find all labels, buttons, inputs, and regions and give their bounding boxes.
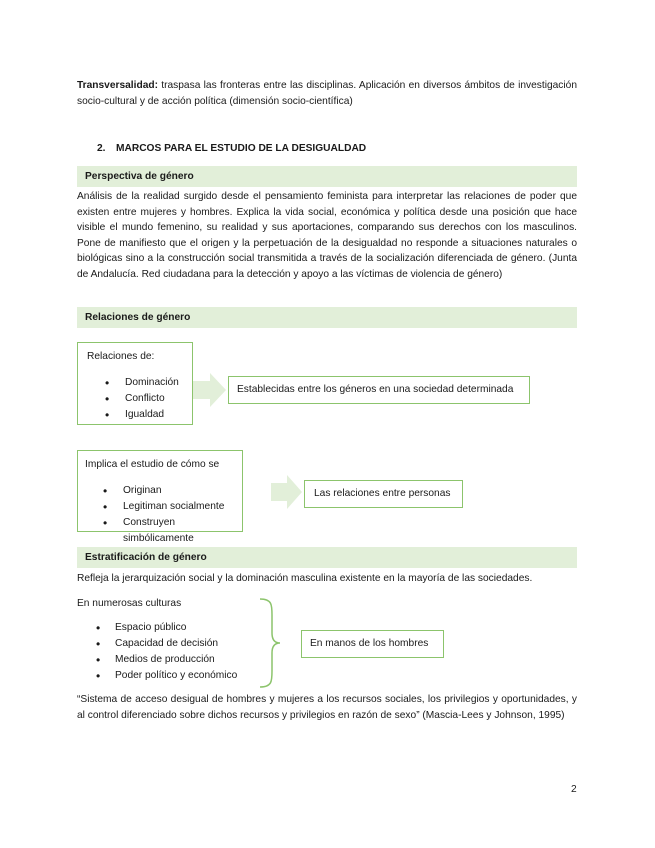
implica-estudio-list	[85, 483, 242, 544]
relaciones-de-title: Relaciones de:	[87, 351, 155, 362]
arrow-right-icon	[193, 373, 227, 407]
transversalidad-term: Transversalidad:	[77, 80, 158, 91]
arrow-right-icon	[271, 475, 303, 509]
estratificacion-text: Refleja la jerarquización social y la dominación masculina existente en la mayoría de las sociedades.	[77, 573, 533, 584]
list-item: • Dominación	[87, 375, 192, 391]
list-item: • Originan	[85, 483, 242, 499]
right-brace-icon	[258, 597, 282, 689]
estratificacion-list	[77, 620, 267, 684]
transversalidad-text: traspasa las fronteras entre las disciplinas. Aplicación en diversos ámbitos de investigación socio-cultural y de acción política (dimensión socio-científica)	[77, 80, 577, 107]
relaciones-de-box	[77, 342, 193, 425]
implica-estudio-box	[77, 450, 243, 544]
list-item: • Poder político y económico	[77, 668, 267, 684]
cultures-label: En numerosas culturas	[77, 598, 182, 609]
page-number: 2	[571, 784, 577, 795]
relaciones-de-list	[87, 375, 192, 423]
list-item: • Capacidad de decisión	[77, 636, 267, 652]
section-title: MARCOS PARA EL ESTUDIO DE LA DESIGUALDAD	[116, 143, 367, 154]
quote-paragraph: “Sistema de acceso desigual de hombres y mujeres a los recursos sociales, los privilegios y oportunidades, y al control diferenciado sobre dichos recursos y privilegios en razón de sexo” (Mascia-Lees y Johnson, 1995)	[77, 694, 577, 721]
section-number: 2.	[97, 143, 106, 154]
list-item: • Construyen simbólicamente	[85, 515, 242, 531]
perspectiva-text: Análisis de la realidad surgido desde el pensamiento feminista para interpretar las relaciones de poder que existen entre mujeres y hombres. Explica la vida social, económica y política desde una posición que hace visible el mundo femenino, su realidad y sus aportaciones, comparando sus derechos con los masculinos. Pone de manifiesto que el origen y la perpetuación de la desigualdad no responde a situaciones naturales o biológicas sino a la construcción social transmitida a través de la socialización diferenciada de género. (Junta de Andalucía. Red ciudadana para la detección y apoyo a las víctimas de violencia de género)	[77, 191, 577, 280]
list-item: • Medios de producción	[77, 652, 267, 668]
transversalidad-paragraph	[77, 78, 577, 109]
list-item: • Conflicto	[87, 391, 192, 407]
relaciones-result-box: Establecidas entre los géneros en una sociedad determinada	[228, 376, 530, 404]
relaciones-personas-box: Las relaciones entre personas	[304, 480, 463, 508]
en-manos-box: En manos de los hombres	[301, 630, 444, 658]
estratificacion-heading: Estratificación de género	[77, 547, 577, 568]
perspectiva-heading: Perspectiva de género	[77, 166, 577, 187]
implica-estudio-title: Implica el estudio de cómo se	[85, 459, 220, 470]
relaciones-heading: Relaciones de género	[77, 307, 577, 328]
list-item: • Espacio público	[77, 620, 267, 636]
list-item: • Igualdad	[87, 407, 192, 423]
list-item: • Legitiman socialmente	[85, 499, 242, 515]
